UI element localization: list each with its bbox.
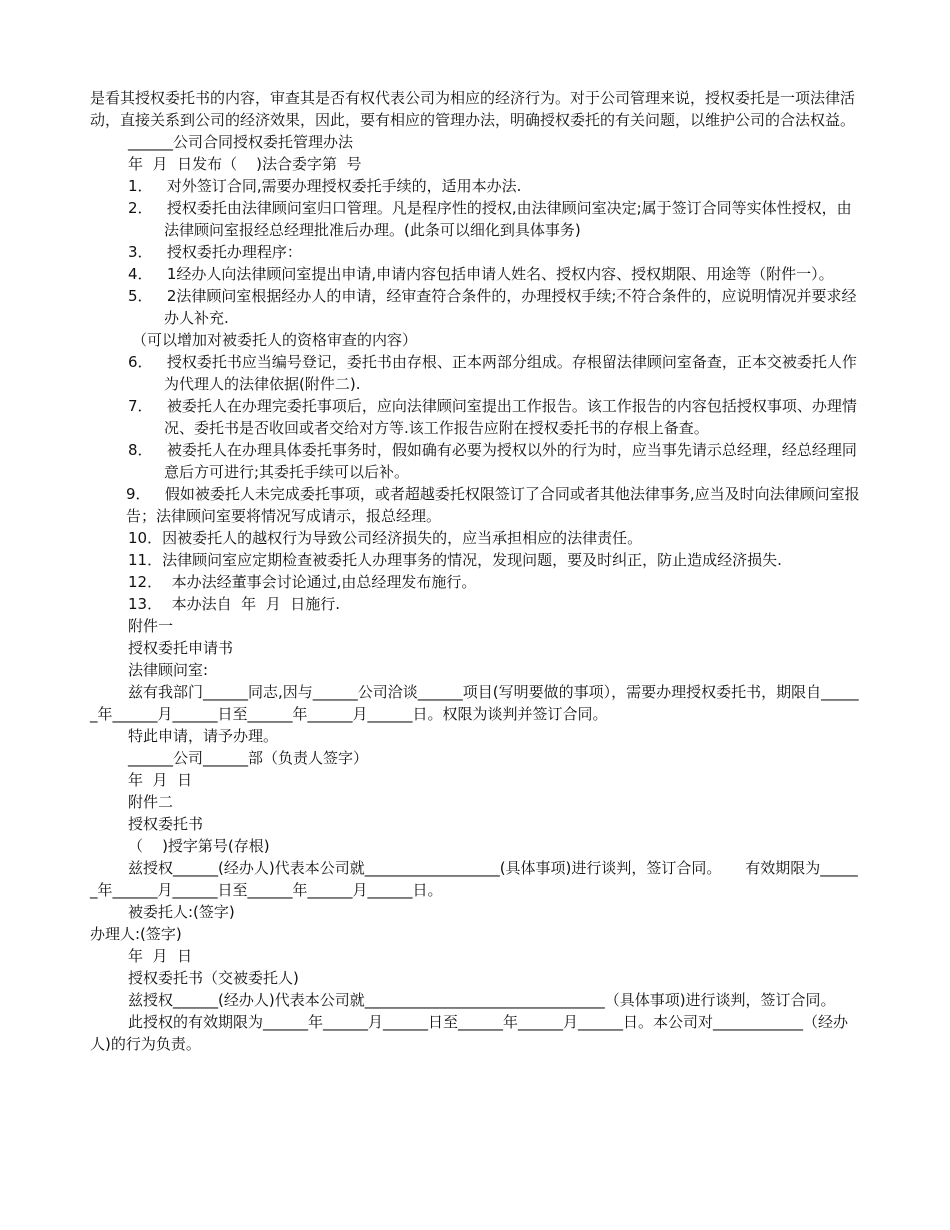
paragraph: 附件二 bbox=[128, 793, 174, 811]
paragraph: 兹有我部门______同志,因与______公司洽谈______项目(写明要做的事项），需要办理授权委托书，期限自______年______月______日至______年______月______日。权限为谈判并签订合同。 bbox=[90, 683, 859, 723]
paragraph: ______公司合同授权委托管理办法 bbox=[128, 133, 354, 151]
paragraph: 特此申请，请予办理。 bbox=[128, 727, 279, 745]
paragraph: 5． 2法律顾问室根据经办人的申请，经审查符合条件的，办理授权手续;不符合条件的，应说明情况并要求经办人补充. bbox=[128, 287, 857, 327]
document-body bbox=[90, 87, 865, 1055]
paragraph: 附件一 bbox=[128, 617, 174, 635]
paragraph: 授权委托书 bbox=[128, 815, 204, 833]
paragraph: 年 月 日发布（ )法合委字第 号 bbox=[128, 155, 362, 173]
paragraph: 授权委托书（交被委托人) bbox=[128, 969, 299, 987]
paragraph: 6． 授权委托书应当编号登记，委托书由存根、正本两部分组成。存根留法律顾问室备查，正本交被委托人作为代理人的法律依据(附件二). bbox=[128, 353, 857, 393]
paragraph: 13． 本办法自 年 月 日施行. bbox=[128, 595, 341, 613]
paragraph: 是看其授权委托书的内容，审查其是否有权代表公司为相应的经济行为。对于公司管理来说，授权委托是一项法律活动，直接关系到公司的经济效果，因此，要有相应的管理办法，明确授权委托的有关问题，以维护公司的合法权益。 bbox=[90, 89, 856, 129]
paragraph: 8． 被委托人在办理具体委托事务时，假如确有必要为授权以外的行为时，应当事先请示总经理，经总经理同意后方可进行;其委托手续可以后补。 bbox=[128, 441, 857, 481]
paragraph: 12． 本办法经董事会讨论通过,由总经理发布施行。 bbox=[128, 573, 477, 591]
paragraph: 办理人:(签字) bbox=[90, 925, 182, 943]
paragraph: （ )授字第号(存根) bbox=[128, 837, 270, 855]
paragraph: 兹授权______(经办人)代表本公司就__________________(具体事项)进行谈判，签订合同。 有效期限为______年______月______日至______年______月______日。 bbox=[90, 859, 858, 899]
paragraph: 1． 对外签订合同,需要办理授权委托手续的，适用本办法. bbox=[128, 177, 522, 195]
paragraph: 年 月 日 bbox=[128, 771, 193, 789]
paragraph: 7． 被委托人在办理完委托事项后，应向法律顾问室提出工作报告。该工作报告的内容包括授权事项、办理情况、委托书是否收回或者交给对方等.该工作报告应附在授权委托书的存根上备查。 bbox=[128, 397, 857, 437]
paragraph: 此授权的有效期限为______年______月______日至______年______月______日。本公司对____________（经办人)的行为负责。 bbox=[90, 1013, 849, 1053]
paragraph: 2． 授权委托由法律顾问室归口管理。凡是程序性的授权,由法律顾问室决定;属于签订合同等实体性授权，由法律顾问室报经总经理批准后办理。(此条可以细化到具体事务) bbox=[128, 199, 852, 239]
paragraph: 兹授权______(经办人)代表本公司就________________________________（具体事项)进行谈判，签订合同。 bbox=[128, 991, 836, 1009]
paragraph: 4． 1经办人向法律顾问室提出申请,申请内容包括申请人姓名、授权内容、授权期限、用途等（附件一）。 bbox=[128, 265, 834, 283]
paragraph: （可以增加对被委托人的资格审查的内容） bbox=[132, 331, 418, 349]
paragraph: 法律顾问室: bbox=[128, 661, 209, 679]
paragraph: 9． 假如被委托人未完成委托事项，或者超越委托权限签订了合同或者其他法律事务,应当及时向法律顾问室报告；法律顾问室要将情况写成请示，报总经理。 bbox=[126, 485, 860, 525]
paragraph: 3． 授权委托办理程序： bbox=[128, 243, 302, 261]
paragraph: 10．因被委托人的越权行为导致公司经济损失的，应当承担相应的法律责任。 bbox=[128, 529, 643, 547]
paragraph: ______公司______部（负责人签字） bbox=[128, 749, 369, 767]
paragraph: 授权委托申请书 bbox=[128, 639, 234, 657]
paragraph: 11．法律顾问室应定期检查被委托人办理事务的情况，发现问题，要及时纠正，防止造成经济损失. bbox=[128, 551, 782, 569]
paragraph: 被委托人:(签字) bbox=[128, 903, 235, 921]
paragraph: 年 月 日 bbox=[128, 947, 193, 965]
